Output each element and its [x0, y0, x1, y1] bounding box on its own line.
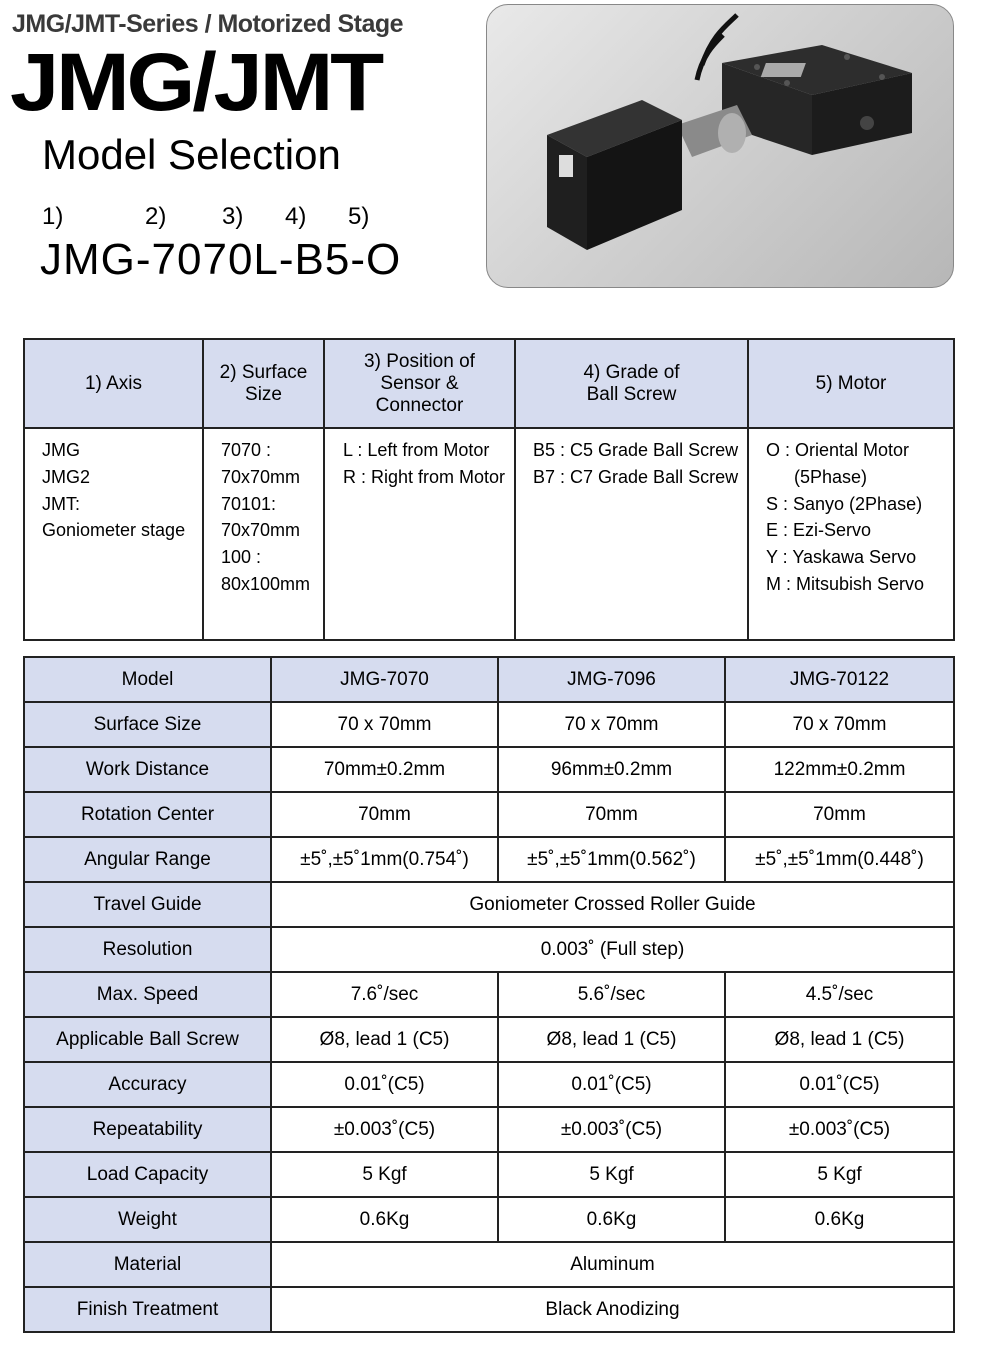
spec-label: Weight	[24, 1197, 271, 1242]
spec-row	[24, 1107, 954, 1152]
spec-row	[24, 927, 954, 972]
spec-row	[24, 1017, 954, 1062]
spec-value: 0.01˚(C5)	[498, 1062, 725, 1107]
spec-value: Ø8, lead 1 (C5)	[271, 1017, 498, 1062]
spec-row	[24, 837, 954, 882]
spec-row	[24, 1062, 954, 1107]
header-ball-screw-grade: 4) Grade of Ball Screw	[515, 339, 748, 428]
axis-option: JMG	[42, 440, 80, 460]
surface-option: 70101:	[221, 493, 277, 514]
ballscrew-option: B5 : C5 Grade Ball Screw	[533, 440, 739, 460]
spec-value-shared: Goniometer Crossed Roller Guide	[271, 882, 954, 927]
spec-value: 70 x 70mm	[725, 702, 954, 747]
code-index-3: 3)	[222, 203, 244, 230]
header-axis: 1) Axis	[24, 339, 203, 428]
spec-row	[24, 792, 954, 837]
code-index-1: 1)	[42, 203, 64, 230]
spec-label: Travel Guide	[24, 882, 271, 927]
spec-value-shared: 0.003˚ (Full step)	[271, 927, 954, 972]
spec-row	[24, 972, 954, 1017]
spec-value: 70 x 70mm	[498, 702, 725, 747]
spec-label: Work Distance	[24, 747, 271, 792]
motor-option: M : Mitsubish Servo	[766, 573, 925, 594]
spec-label: Angular Range	[24, 837, 271, 882]
spec-value: 5 Kgf	[498, 1152, 725, 1197]
spec-row	[24, 1197, 954, 1242]
model-code-example: JMG-7070L-B5-O	[40, 235, 402, 284]
header-surface-size: 2) Surface Size	[203, 339, 324, 428]
spec-label: Applicable Ball Screw	[24, 1017, 271, 1062]
spec-value: 96mm±0.2mm	[498, 747, 725, 792]
surface-option: 70x70mm	[221, 466, 301, 487]
spec-label: Load Capacity	[24, 1152, 271, 1197]
sensor-position-options	[324, 428, 515, 640]
spec-label: Material	[24, 1242, 271, 1287]
motorized-stage-image	[487, 5, 953, 287]
spec-label: Repeatability	[24, 1107, 271, 1152]
spec-value: Ø8, lead 1 (C5)	[725, 1017, 954, 1062]
motor-option: O : Oriental Motor	[766, 440, 910, 460]
code-index-2: 2)	[145, 203, 167, 230]
code-index-4: 4)	[285, 203, 307, 230]
spec-label: Finish Treatment	[24, 1287, 271, 1332]
spec-value: ±0.003˚(C5)	[271, 1107, 498, 1152]
axis-options	[24, 428, 203, 640]
spec-value: ±5˚,±5˚1mm(0.754˚)	[271, 837, 498, 882]
ball-screw-options	[515, 428, 748, 640]
spec-header-row	[24, 657, 954, 702]
surface-option: 7070 :	[221, 440, 272, 460]
surface-option: 100 :	[221, 547, 262, 568]
spec-value: 5 Kgf	[725, 1152, 954, 1197]
ballscrew-option: B7 : C7 Grade Ball Screw	[533, 466, 739, 487]
spec-label: Surface Size	[24, 702, 271, 747]
spec-row	[24, 882, 954, 927]
spec-value: 70mm±0.2mm	[271, 747, 498, 792]
spec-value: ±5˚,±5˚1mm(0.562˚)	[498, 837, 725, 882]
spec-header-model: JMG-7070	[271, 657, 498, 702]
spec-value: 122mm±0.2mm	[725, 747, 954, 792]
spec-value: 0.6Kg	[271, 1197, 498, 1242]
axis-option: JMG2	[42, 466, 91, 487]
motor-option: E : Ezi-Servo	[766, 520, 872, 541]
spec-value: ±5˚,±5˚1mm(0.448˚)	[725, 837, 954, 882]
spec-value: 70mm	[271, 792, 498, 837]
spec-value: 0.6Kg	[498, 1197, 725, 1242]
spec-value: 5 Kgf	[271, 1152, 498, 1197]
spec-row	[24, 1242, 954, 1287]
motor-option: S : Sanyo (2Phase)	[766, 493, 923, 514]
sensor-option: R : Right from Motor	[343, 466, 506, 487]
spec-value: 5.6˚/sec	[498, 972, 725, 1017]
motor-options	[748, 428, 954, 640]
spec-row	[24, 1152, 954, 1197]
surface-option: 70x70mm	[221, 520, 301, 541]
model-selection-table	[23, 338, 955, 641]
spec-value: 0.01˚(C5)	[725, 1062, 954, 1107]
spec-value: 0.01˚(C5)	[271, 1062, 498, 1107]
model-code-indices	[42, 203, 402, 233]
spec-value: Ø8, lead 1 (C5)	[498, 1017, 725, 1062]
spec-value: ±0.003˚(C5)	[725, 1107, 954, 1152]
specification-table	[23, 656, 955, 1333]
spec-row	[24, 747, 954, 792]
header-sensor-position: 3) Position of Sensor & Connector	[324, 339, 515, 428]
spec-row	[24, 702, 954, 747]
spec-label: Resolution	[24, 927, 271, 972]
product-title: JMG/JMT	[10, 37, 381, 128]
spec-value: 70mm	[498, 792, 725, 837]
series-label: JMG/JMT-Series / Motorized Stage	[12, 10, 404, 38]
motor-option: (5Phase)	[794, 466, 868, 487]
spec-header-label: Model	[24, 657, 271, 702]
motor-option: Y : Yaskawa Servo	[766, 547, 917, 568]
spec-label: Max. Speed	[24, 972, 271, 1017]
spec-value: 7.6˚/sec	[271, 972, 498, 1017]
spec-value: 70mm	[725, 792, 954, 837]
spec-value: 70 x 70mm	[271, 702, 498, 747]
spec-header-model: JMG-70122	[725, 657, 954, 702]
spec-header-model: JMG-7096	[498, 657, 725, 702]
axis-option: Goniometer stage	[42, 520, 186, 541]
surface-option: 80x100mm	[221, 573, 311, 594]
spec-row	[24, 1287, 954, 1332]
header-motor: 5) Motor	[748, 339, 954, 428]
spec-value: 0.6Kg	[725, 1197, 954, 1242]
product-photo	[486, 4, 954, 288]
surface-size-options	[203, 428, 324, 640]
spec-value: 4.5˚/sec	[725, 972, 954, 1017]
spec-label: Rotation Center	[24, 792, 271, 837]
model-selection-title: Model Selection	[42, 131, 341, 178]
sensor-option: L : Left from Motor	[343, 440, 490, 460]
axis-option: JMT:	[42, 493, 80, 514]
code-index-5: 5)	[348, 203, 370, 230]
spec-label: Accuracy	[24, 1062, 271, 1107]
spec-value: ±0.003˚(C5)	[498, 1107, 725, 1152]
spec-value-shared: Black Anodizing	[271, 1287, 954, 1332]
spec-value-shared: Aluminum	[271, 1242, 954, 1287]
